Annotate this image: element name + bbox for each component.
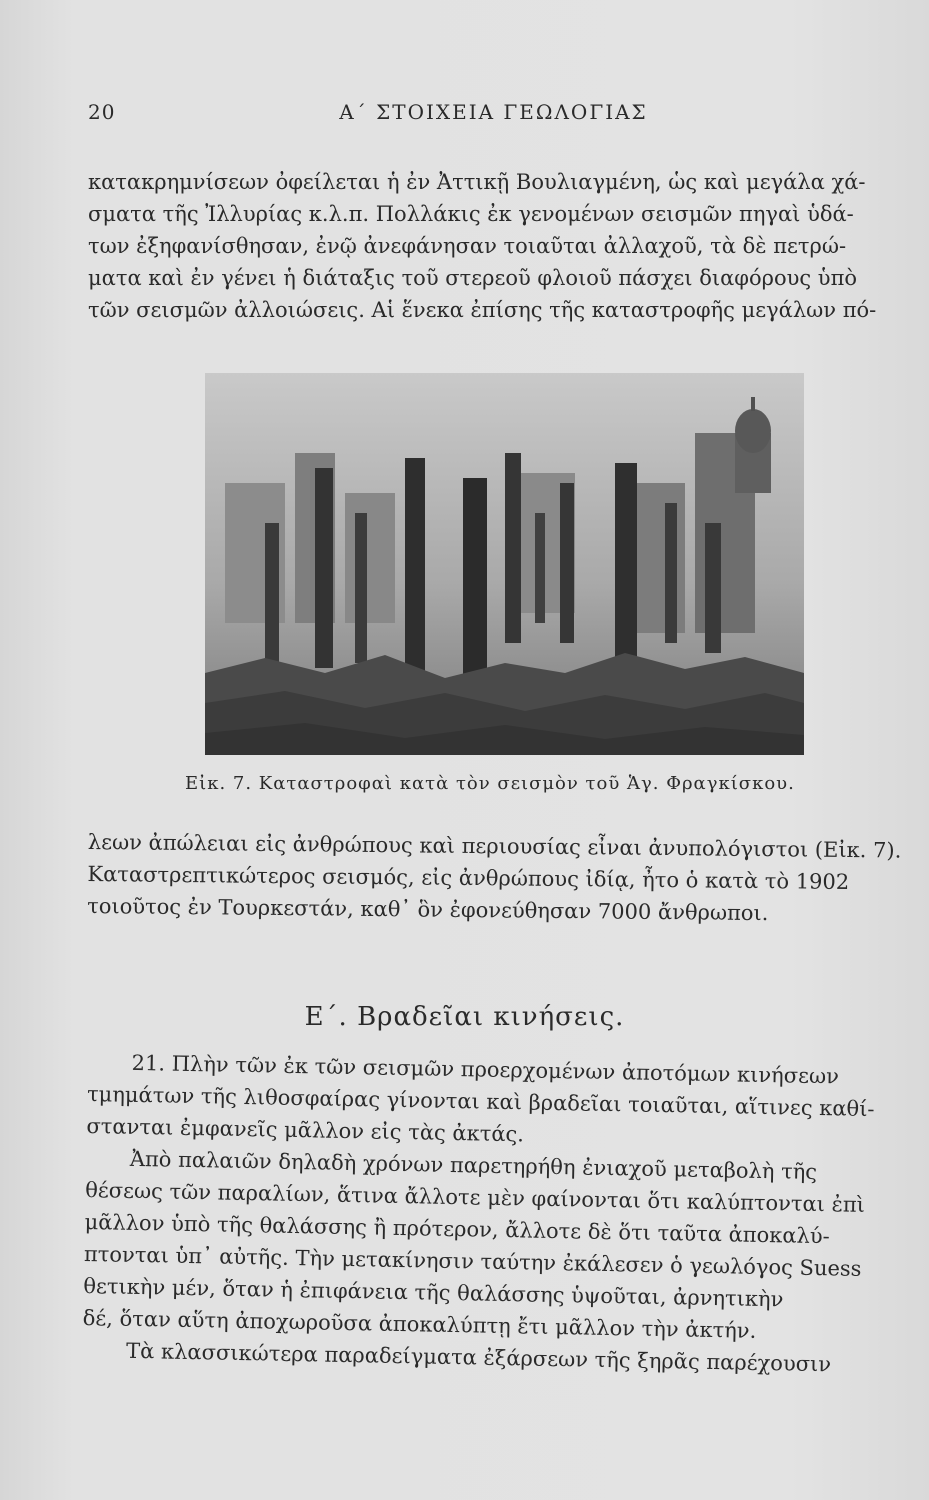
paragraph-bottom xyxy=(82,1046,906,1382)
text-line: τμημάτων τῆς λιθοσφαίρας γίνονται καὶ βραδεῖαι τοιαῦται, αἵτινες καθί- xyxy=(86,1081,875,1122)
earthquake-photo xyxy=(205,373,804,755)
text-line: μᾶλλον ὑπὸ τῆς θαλάσσης ἢ πρότερον, ἄλλοτε δὲ ὅτι ταῦτα ἀποκαλύ- xyxy=(84,1209,830,1249)
page-number: 20 xyxy=(88,100,116,124)
paragraph-middle xyxy=(87,826,906,931)
section-heading: Ε΄. Βραδεῖαι κινήσεις. xyxy=(304,1002,625,1032)
text-line: πτονται ὑπ᾽ αὐτῆς. Τὴν μετακίνησιν ταύτην ἐκάλεσεν ὁ γεωλόγος Suess xyxy=(83,1241,862,1281)
text-line: ματα καὶ ἐν γένει ἡ διάταξις τοῦ στερεοῦ φλοιοῦ πάσχει διαφόρους ὑπὸ xyxy=(88,266,858,290)
text-line: Καταστρεπτικώτερος σεισμός, εἰς ἀνθρώπους ἰδίᾳ, ἦτο ὁ κατὰ τὸ 1902 xyxy=(87,861,850,894)
text-line: σματα τῆς Ἰλλυρίας κ.λ.π. Πολλάκις ἐκ γενομένων σεισμῶν πηγαὶ ὑδά- xyxy=(88,202,854,226)
running-title: Α΄ ΣΤΟΙΧΕΙΑ ΓΕΩΛΟΓΙΑΣ xyxy=(339,100,648,124)
figure-caption: Εἰκ. 7. Καταστροφαὶ κατὰ τὸν σεισμὸν τοῦ Ἁγ. Φραγκίσκου. xyxy=(185,773,795,794)
text-line: των ἐξηφανίσθησαν, ἐνῷ ἀνεφάνησαν τοιαῦται ἀλλαχοῦ, τὰ δὲ πετρώ- xyxy=(88,234,847,258)
text-line: Τὰ κλασσικώτερα παραδείγματα ἐξάρσεων τῆς ξηρᾶς παρέχουσιν xyxy=(125,1338,832,1377)
text-line: Ἀπὸ παλαιῶν δηλαδὴ χρόνων παρετηρήθη ἐνιαχοῦ μεταβολὴ τῆς xyxy=(129,1146,818,1185)
page-header xyxy=(88,100,899,130)
text-line: στανται ἐμφανεῖς μᾶλλον εἰς τὰς ἀκτάς. xyxy=(86,1113,525,1147)
text-line: θετικὴν μέν, ὅταν ἡ ἐπιφάνεια τῆς θαλάσσης ὑψοῦται, ἀρνητικὴν xyxy=(83,1273,784,1312)
text-line: θέσεως τῶν παραλίων, ἅτινα ἄλλοτε μὲν φαίνονται ὅτι καλύπτονται ἐπὶ xyxy=(85,1177,866,1217)
paragraph-top xyxy=(88,166,906,326)
text-line: λεων ἀπώλειαι εἰς ἀνθρώπους καὶ περιουσίας εἶναι ἀνυπολόγιστοι (Εἰκ. 7). xyxy=(87,829,902,863)
text-line: κατακρημνίσεων ὀφείλεται ἡ ἐν Ἀττικῇ Βουλιαγμένη, ὡς καὶ μεγάλα χά- xyxy=(88,170,866,194)
text-line: 21. Πλὴν τῶν ἐκ τῶν σεισμῶν προερχομένων ἀποτόμων κινήσεων xyxy=(131,1050,840,1089)
ruined-city-illustration xyxy=(205,373,804,755)
text-line: δέ, ὅταν αὕτη ἀποχωροῦσα ἀποκαλύπτῃ ἔτι μᾶλλον τὴν ἀκτήν. xyxy=(82,1305,757,1343)
text-line: τῶν σεισμῶν ἀλλοιώσεις. Αἱ ἕνεκα ἐπίσης τῆς καταστροφῆς μεγάλων πό- xyxy=(88,298,877,322)
text-line: τοιοῦτος ἐν Τουρκεστάν, καθ᾽ ὃν ἐφονεύθησαν 7000 ἄνθρωποι. xyxy=(87,893,769,926)
